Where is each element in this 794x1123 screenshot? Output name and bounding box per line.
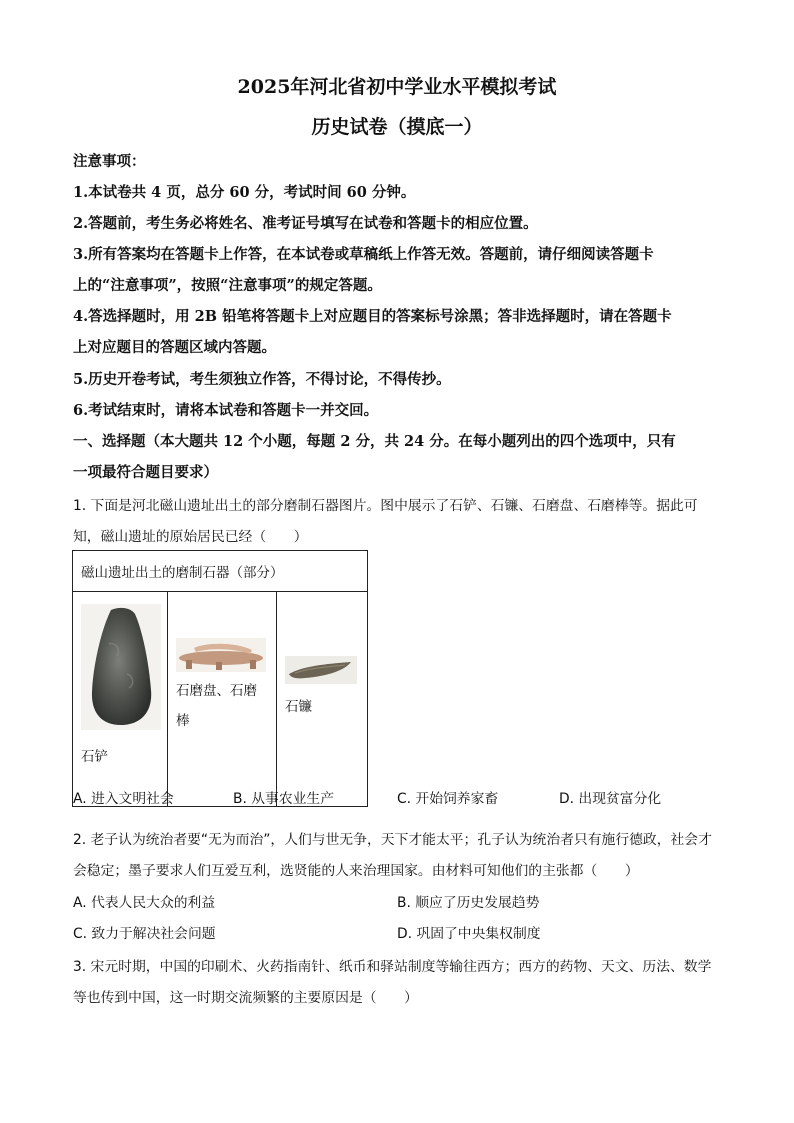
table-cell-millstone: [168, 592, 277, 807]
q2-option-a[interactable]: A. 代表人民大众的利益: [73, 895, 216, 911]
label-millstone-1: 石磨盘、石磨: [176, 683, 257, 699]
notice-line-2: 2.答题前，考生务必将姓名、准考证号填写在试卷和答题卡的相应位置。: [73, 215, 538, 232]
notice-line-6: 6.考试结束时，请将本试卷和答题卡一并交回。: [73, 402, 379, 419]
q3-stem-line2: 等也传到中国，这一时期交流频繁的主要原因是（ ）: [73, 990, 418, 1006]
q2-option-c[interactable]: C. 致力于解决社会问题: [73, 926, 216, 942]
table-cell-sickle: [277, 592, 368, 807]
q3-stem-line1: 3. 宋元时期，中国的印刷术、火药指南针、纸币和驿站制度等输往西方；西方的药物、天文、历法、数学: [73, 959, 712, 975]
notice-line-5: 5.历史开卷考试，考生须独立作答，不得讨论，不得传抄。: [73, 371, 451, 388]
millstone-image: [176, 638, 266, 672]
q1-stem-line2: 知，磁山遗址的原始居民已经（ ）: [73, 529, 308, 545]
section-heading-cont: 一项最符合题目要求）: [73, 464, 218, 481]
notice-heading: 注意事项：: [73, 153, 146, 170]
notice-line-3: 3.所有答案均在答题卡上作答，在本试卷或草稿纸上作答无效。答题前，请仔细阅读答题卡: [73, 246, 654, 263]
exam-subtitle: 历史试卷（摸底一）: [311, 116, 483, 138]
stone-sickle-image: [285, 656, 357, 684]
q1-stem-line1: 1. 下面是河北磁山遗址出土的部分磨制石器图片。图中展示了石铲、石镰、石磨盘、石磨棒等。据此可: [73, 498, 698, 514]
q2-stem-line2: 会稳定；墨子要求人们互爱互利，选贤能的人来治理国家。由材料可知他们的主张都（ ）: [73, 863, 639, 879]
notice-line-1: 1.本试卷共 4 页，总分 60 分，考试时间 60 分钟。: [73, 184, 416, 201]
q2-stem-line1: 2. 老子认为统治者要“无为而治”，人们与世无争，天下才能太平；孔子认为统治者只有施行德政，社会才: [73, 832, 712, 848]
label-millstone-2: 棒: [176, 713, 190, 729]
q1-option-c[interactable]: C. 开始饲养家畜: [397, 791, 499, 807]
table-cell-shovel: [73, 592, 168, 807]
section-heading: 一、选择题（本大题共 12 个小题，每题 2 分，共 24 分。在每小题列出的四个选项中，只有: [73, 433, 676, 450]
q1-option-a[interactable]: A. 进入文明社会: [73, 791, 174, 807]
label-shovel: 石铲: [81, 749, 108, 765]
label-sickle: 石镰: [285, 699, 312, 715]
stone-shovel-image: [81, 604, 161, 730]
stone-tools-table: [72, 550, 368, 807]
notice-line-4b: 上对应题目的答题区域内答题。: [73, 339, 276, 356]
notice-line-4: 4.答选择题时，用 2B 铅笔将答题卡上对应题目的答案标号涂黑；答非选择题时，请在答题卡: [73, 308, 672, 325]
q1-option-d[interactable]: D. 出现贫富分化: [559, 791, 662, 807]
notice-line-3b: 上的“注意事项”，按照“注意事项”的规定答题。: [73, 277, 382, 294]
q2-option-d[interactable]: D. 巩固了中央集权制度: [397, 926, 541, 942]
q2-option-b[interactable]: B. 顺应了历史发展趋势: [397, 895, 540, 911]
table-caption: 磁山遗址出土的磨制石器（部分）: [73, 551, 368, 592]
exam-title: 2025年河北省初中学业水平模拟考试: [237, 76, 557, 98]
q1-option-b[interactable]: B. 从事农业生产: [233, 791, 335, 807]
